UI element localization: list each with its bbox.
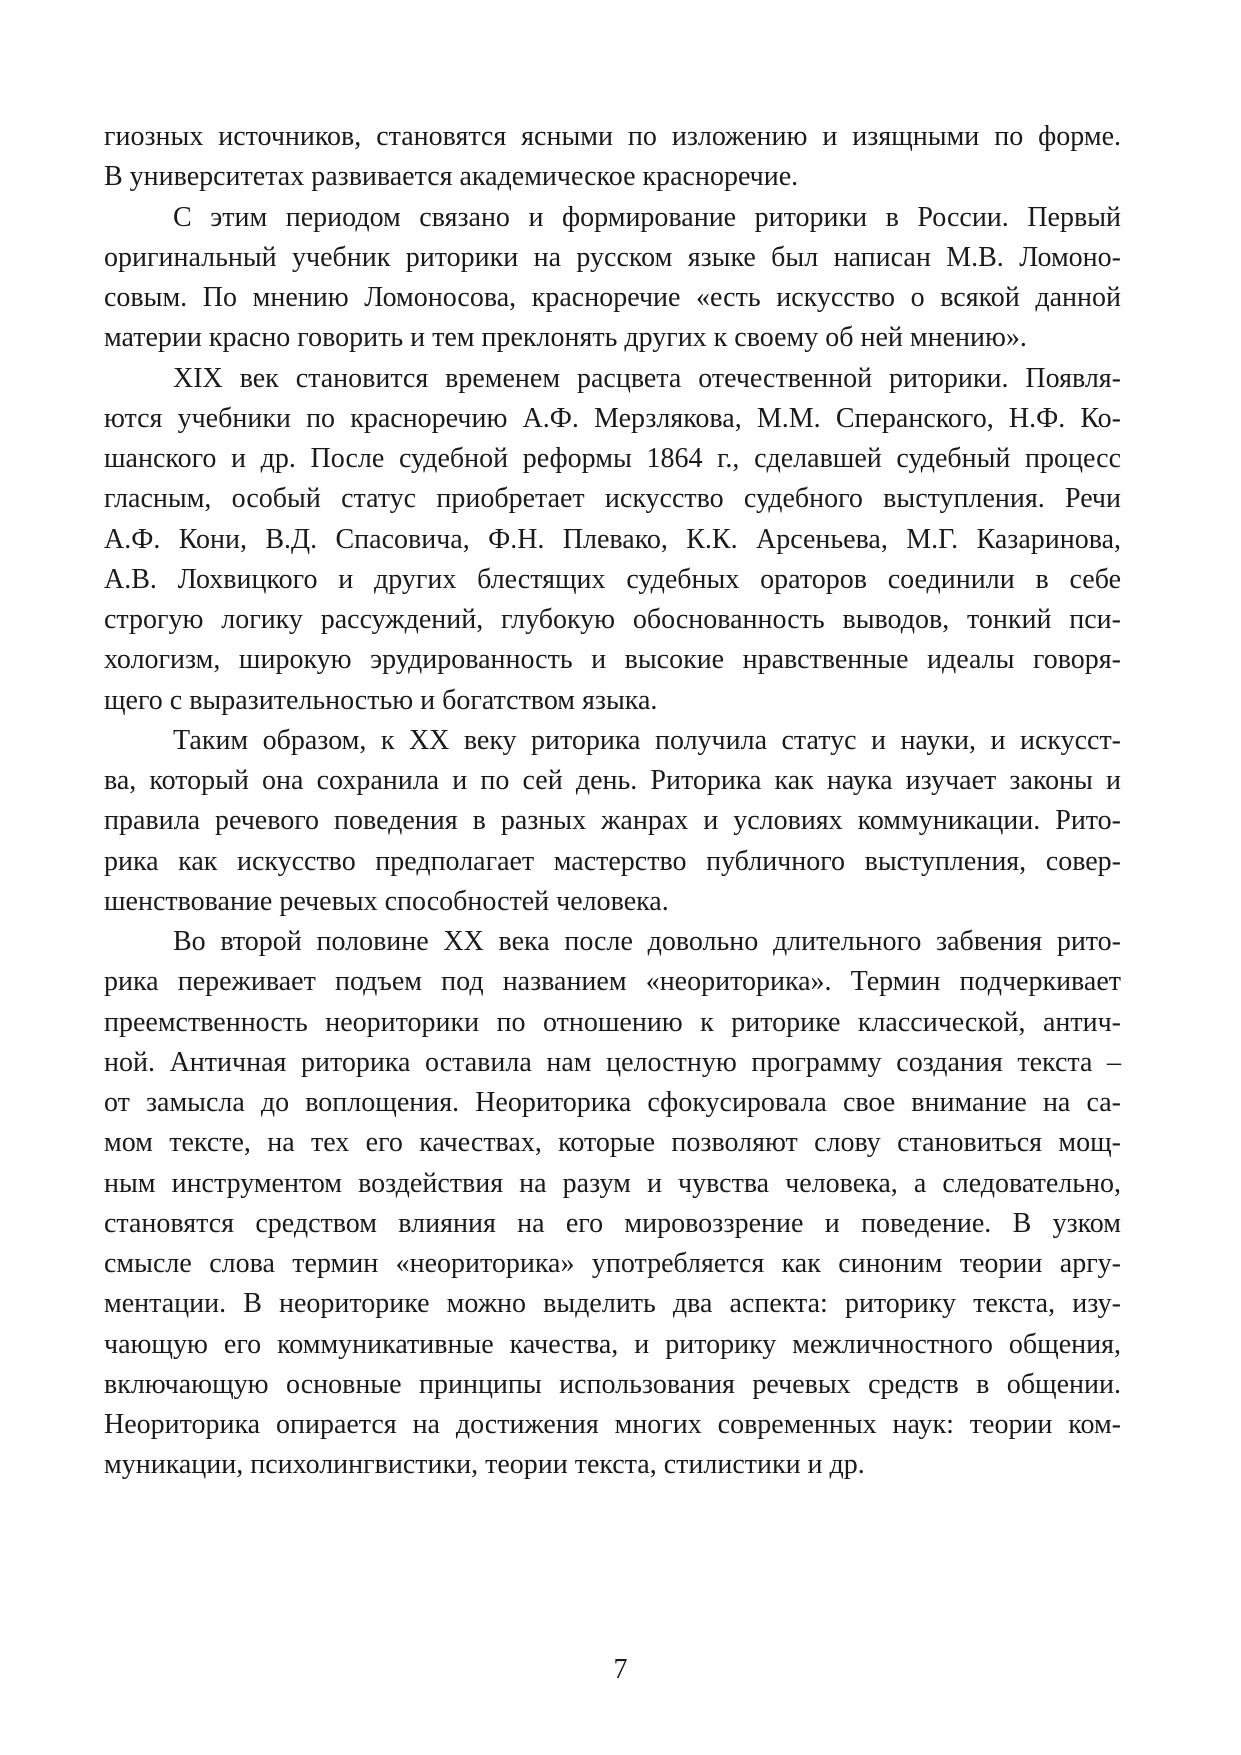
text-line: ва, который она сохранила и по сей день. Риторика как наука изучает законы и [104,765,1121,796]
text-line: оригинальный учебник риторики на русском языке был написан М.В. Ломоно- [104,241,1121,273]
text-line: гиозных источников, становятся ясными по изложению и изящными по форме. [104,121,1121,152]
text-line: гласным, особый статус приобретает искусство судебного выступления. Речи [104,483,1121,515]
text-line: чающую его коммуникативные качества, и риторику межличностного общения, [104,1328,1121,1360]
text-line: рика как искусство предполагает мастерство публичного выступления, совер- [104,845,1121,877]
text-line: ным инструментом воздействия на разум и чувства человека, а следовательно, [104,1167,1121,1199]
page-footer [0,1650,1241,1690]
text-line: рика переживает подъем под названием «неориторика». Термин подчеркивает [104,966,1121,998]
text-line: А.Ф. Кони, В.Д. Спасовича, Ф.Н. Плевако, К.К. Арсеньева, М.Г. Казаринова, [104,523,1121,555]
text-line: хологизм, широкую эрудированность и высокие нравственные идеалы говоря- [104,644,1121,676]
text-line: А.В. Лохвицкого и других блестящих судебных ораторов соединили в себе [104,563,1121,595]
text-line: В университетах развивается академическое красноречие. [104,161,799,193]
text-line: включающую основные принципы использования речевых средств в общении. [104,1368,1121,1400]
text-line: муникации, психолингвистики, теории текста, стилистики и др. [104,1449,865,1481]
text-line: от замысла до воплощения. Неориторика сфокусировала свое внимание на са- [104,1087,1121,1118]
text-line: становятся средством влияния на его мировоззрение и поведение. В узком [104,1207,1121,1239]
text-line: правила речевого поведения в разных жанрах и условиях коммуникации. Рито- [104,805,1121,837]
paragraph [104,922,1121,1486]
text-line: щего с выразительностью и богатством языка. [104,684,658,716]
paragraph [104,117,1121,198]
text-line: XIX век становится временем расцвета отечественной риторики. Появля- [173,362,1121,394]
text-line: ной. Античная риторика оставила нам целостную программу создания текста – [104,1046,1121,1078]
text-line: ментации. В неориторике можно выделить два аспекта: риторику текста, изу- [104,1288,1121,1320]
text-line: Таким образом, к XX веку риторика получила статус и науки, и искусст- [173,724,1121,756]
page-number: 7 [613,1654,628,1685]
text-line: совым. По мнению Ломоносова, красноречие «есть искусство о всякой данной [104,282,1121,313]
text-line: Во второй половине XX века после довольно длительного забвения рито- [173,926,1121,957]
text-line: Неориторика опирается на достижения многих современных наук: теории ком- [104,1409,1121,1440]
text-line: материи красно говорить и тем преклонять других к своему об ней мнению». [104,322,1027,354]
text-line: шенствование речевых способностей человека. [104,885,669,917]
text-block [104,117,1121,1486]
text-line: преемственность неориторики по отношению к риторике классической, антич- [104,1006,1121,1038]
paragraph [104,198,1121,359]
text-line: мом тексте, на тех его качествах, которые позволяют слову становиться мощ- [104,1127,1121,1159]
text-line: строгую логику рассуждений, глубокую обоснованность выводов, тонкий пси- [104,604,1121,635]
text-line: С этим периодом связано и формирование риторики в России. Первый [173,201,1121,233]
paragraph [104,359,1121,721]
text-line: смысле слова термин «неориторика» употребляется как синоним теории аргу- [104,1248,1121,1279]
text-line: ются учебники по красноречию А.Ф. Мерзлякова, М.М. Сперанского, Н.Ф. Ко- [104,402,1121,434]
text-line: шанского и др. После судебной реформы 1864 г., сделавшей судебный процесс [104,443,1121,474]
paragraph [104,721,1121,922]
